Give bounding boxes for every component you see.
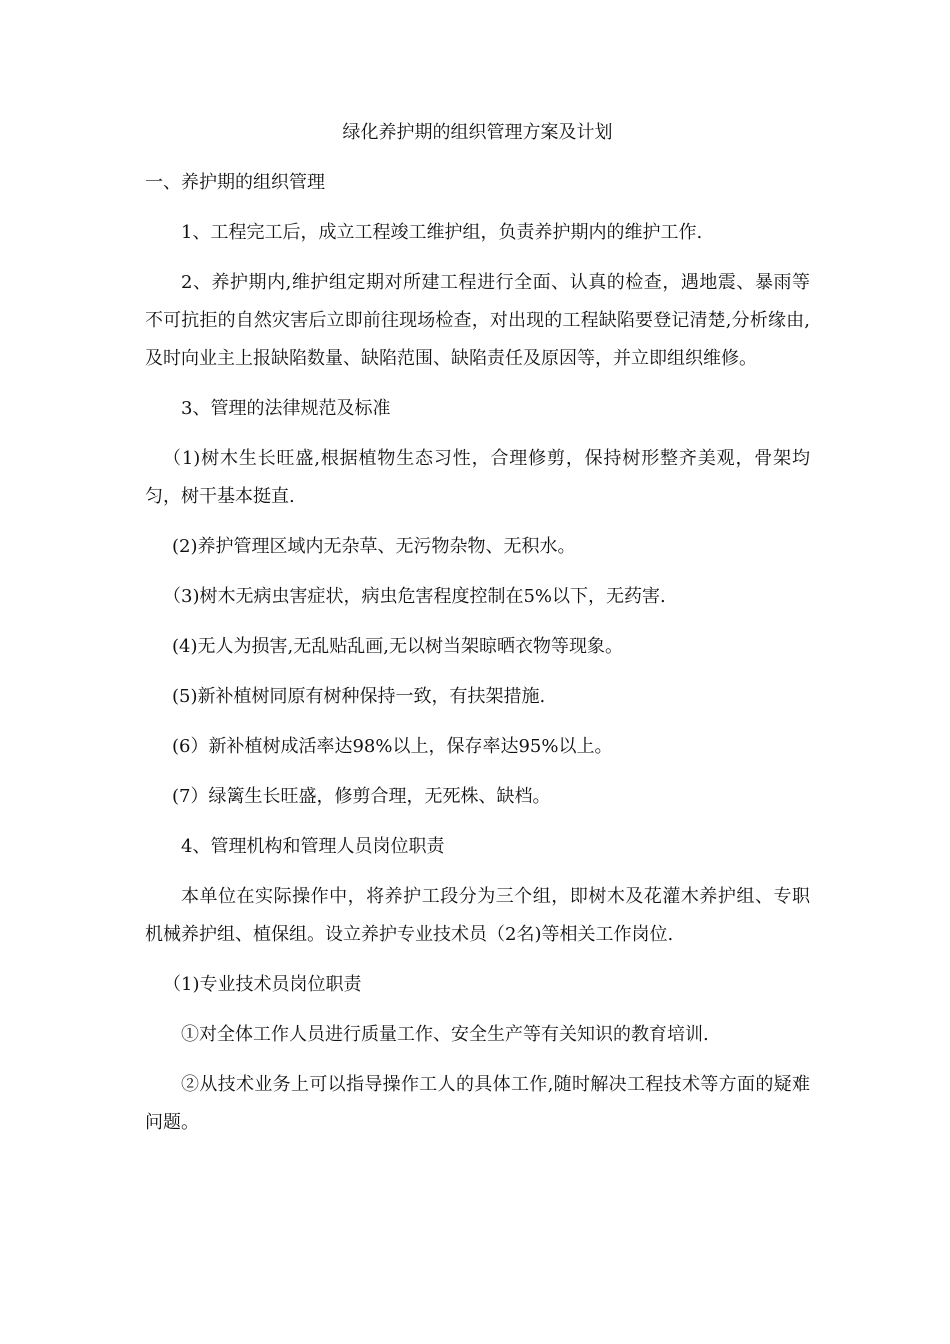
paragraph-2: 2、养护期内,维护组定期对所建工程进行全面、认真的检查，遇地震、暴雨等不可抗拒的自然灾害后立即前往现场检查，对出现的工程缺陷要登记清楚,分析缘由,及时向业主上报缺陷数量、缺陷范围、缺陷责任及原因等，并立即组织维修。 bbox=[145, 272, 810, 369]
duty-item-1: ①对全体工作人员进行质量工作、安全生产等有关知识的教育培训. bbox=[181, 1024, 709, 1045]
document-title: 绿化养护期的组织管理方案及计划 bbox=[342, 122, 613, 143]
standard-item-5: (5)新补植树同原有树种保持一致，有扶架措施. bbox=[172, 686, 546, 707]
standard-item-3: （3)树木无病虫害症状，病虫危害程度控制在5%以下，无药害. bbox=[163, 586, 666, 607]
standard-item-1: （1)树木生长旺盛,根据植物生态习性，合理修剪，保持树形整齐美观，骨架均匀，树干基本挺直. bbox=[145, 448, 810, 507]
duty-item-2: ②从技术业务上可以指导操作工人的具体工作,随时解决工程技术等方面的疑难问题。 bbox=[145, 1074, 810, 1133]
paragraph-organization: 本单位在实际操作中，将养护工段分为三个组，即树木及花灌木养护组、专职机械养护组、植保组。设立养护专业技术员（2名)等相关工作岗位. bbox=[145, 886, 810, 945]
paragraph-1: 1、工程完工后，成立工程竣工维护组，负责养护期内的维护工作. bbox=[181, 222, 703, 243]
standard-item-7: (7）绿篱生长旺盛，修剪合理，无死株、缺档。 bbox=[172, 786, 551, 807]
subsection-technician-duties: （1)专业技术员岗位职责 bbox=[163, 974, 362, 995]
section-heading-1: 一、养护期的组织管理 bbox=[145, 172, 325, 193]
paragraph-4: 4、管理机构和管理人员岗位职责 bbox=[181, 836, 445, 857]
standard-item-2: (2)养护管理区域内无杂草、无污物杂物、无积水。 bbox=[172, 536, 576, 557]
paragraph-3: 3、管理的法律规范及标准 bbox=[181, 398, 391, 419]
standard-item-6: (6）新补植树成活率达98%以上，保存率达95%以上。 bbox=[172, 736, 613, 757]
document-page bbox=[145, 118, 810, 1154]
standard-item-4: (4)无人为损害,无乱贴乱画,无以树当架晾晒衣物等现象。 bbox=[172, 636, 623, 657]
